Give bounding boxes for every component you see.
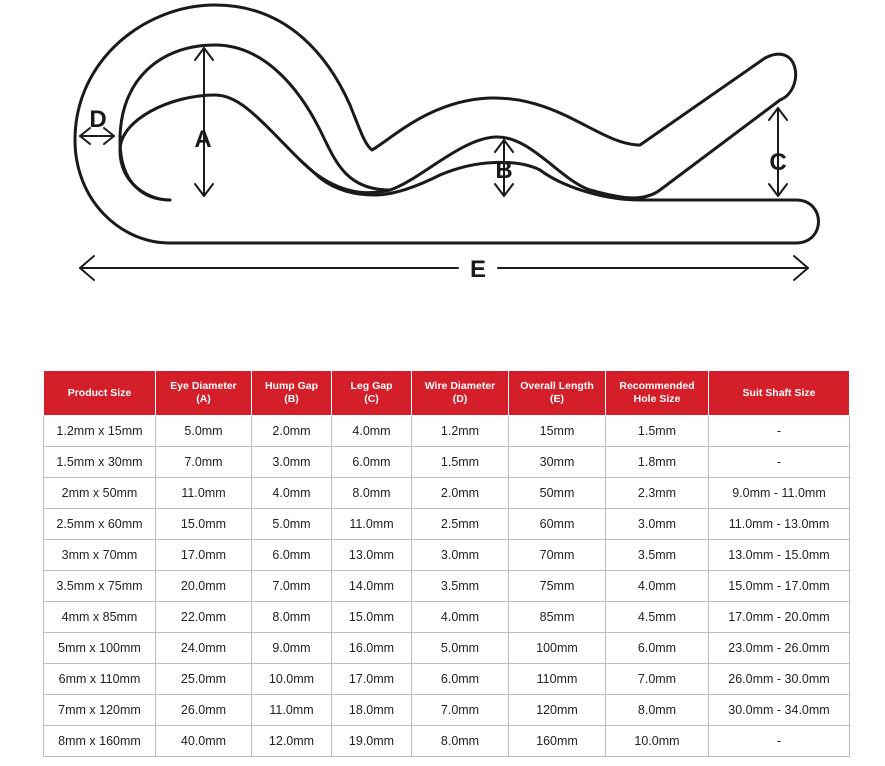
table-cell: 8.0mm (252, 602, 332, 633)
table-cell: 4.0mm (606, 571, 709, 602)
table-cell: 4.0mm (332, 416, 412, 447)
table-cell: 3mm x 70mm (44, 540, 156, 571)
table-row (44, 633, 850, 664)
column-header-sublabel: Hole Size (633, 393, 681, 405)
clip-outline-main (75, 5, 796, 243)
table-cell: 6mm x 110mm (44, 664, 156, 695)
table-cell: 9.0mm - 11.0mm (709, 478, 850, 509)
table-cell: 120mm (509, 695, 606, 726)
column-header (606, 371, 709, 416)
table-body (44, 416, 850, 757)
table-row (44, 540, 850, 571)
table-cell: 17.0mm - 20.0mm (709, 602, 850, 633)
table-cell: 26.0mm (156, 695, 252, 726)
table-cell: 3.5mm (606, 540, 709, 571)
dimension-b-label: B (495, 157, 513, 184)
table-cell: 11.0mm - 13.0mm (709, 509, 850, 540)
table-cell: 4.5mm (606, 602, 709, 633)
table-cell: 26.0mm - 30.0mm (709, 664, 850, 695)
table-cell: 9.0mm (252, 633, 332, 664)
column-header-label: Overall Length (520, 380, 594, 392)
table-cell: 3.0mm (412, 540, 509, 571)
table-cell: - (709, 416, 850, 447)
table-row (44, 447, 850, 478)
table-cell: 8.0mm (412, 726, 509, 757)
table-cell: 2.3mm (606, 478, 709, 509)
table-cell: 7.0mm (606, 664, 709, 695)
table-cell: 75mm (509, 571, 606, 602)
table-cell: 10.0mm (606, 726, 709, 757)
table-cell: 2mm x 50mm (44, 478, 156, 509)
table-cell: 1.2mm (412, 416, 509, 447)
table-cell: 1.2mm x 15mm (44, 416, 156, 447)
table-cell: 85mm (509, 602, 606, 633)
table-cell: 30.0mm - 34.0mm (709, 695, 850, 726)
table-cell: 1.5mm (412, 447, 509, 478)
table-cell: 4mm x 85mm (44, 602, 156, 633)
table-cell: 15.0mm (332, 602, 412, 633)
column-header-sublabel: (C) (364, 393, 379, 405)
column-header-label: Eye Diameter (170, 380, 237, 392)
table-cell: 40.0mm (156, 726, 252, 757)
table-row (44, 664, 850, 695)
table-cell: 13.0mm (332, 540, 412, 571)
table-cell: 18.0mm (332, 695, 412, 726)
column-header (156, 371, 252, 416)
clip-eye-inner (120, 45, 390, 200)
table-cell: 16.0mm (332, 633, 412, 664)
table-cell: 7mm x 120mm (44, 695, 156, 726)
column-header (412, 371, 509, 416)
table-row (44, 416, 850, 447)
table-cell: 60mm (509, 509, 606, 540)
table-cell: 10.0mm (252, 664, 332, 695)
dimension-a-label: A (194, 126, 212, 153)
column-header-sublabel: (D) (452, 393, 468, 405)
table-cell: 8mm x 160mm (44, 726, 156, 757)
table-cell: 11.0mm (156, 478, 252, 509)
table-cell: 5.0mm (156, 416, 252, 447)
table-cell: 7.0mm (252, 571, 332, 602)
table-cell: 6.0mm (252, 540, 332, 571)
table-cell: 23.0mm - 26.0mm (709, 633, 850, 664)
table-cell: 6.0mm (606, 633, 709, 664)
table-cell: 7.0mm (156, 447, 252, 478)
table-cell: 12.0mm (252, 726, 332, 757)
table-cell: - (709, 447, 850, 478)
dimension-c-label: C (769, 149, 787, 176)
table-cell: 3.5mm x 75mm (44, 571, 156, 602)
table-cell: 11.0mm (332, 509, 412, 540)
table-cell: 1.8mm (606, 447, 709, 478)
column-header (44, 371, 156, 416)
table-cell: 11.0mm (252, 695, 332, 726)
table-cell: 2.5mm x 60mm (44, 509, 156, 540)
table-cell: - (709, 726, 850, 757)
table-cell: 17.0mm (156, 540, 252, 571)
table-row (44, 509, 850, 540)
dimension-e-label: E (469, 256, 487, 283)
table-cell: 100mm (509, 633, 606, 664)
column-header-label: Wire Diameter (424, 380, 496, 392)
table-cell: 25.0mm (156, 664, 252, 695)
table-row (44, 478, 850, 509)
column-header (252, 371, 332, 416)
table-cell: 24.0mm (156, 633, 252, 664)
table-cell: 20.0mm (156, 571, 252, 602)
table-cell: 15.0mm (156, 509, 252, 540)
table-cell: 7.0mm (412, 695, 509, 726)
table-cell: 15mm (509, 416, 606, 447)
table-cell: 2.5mm (412, 509, 509, 540)
table-cell: 4.0mm (412, 602, 509, 633)
table-cell: 5mm x 100mm (44, 633, 156, 664)
table-cell: 17.0mm (332, 664, 412, 695)
table-row (44, 602, 850, 633)
r-clip-diagram (0, 0, 885, 300)
table-cell: 14.0mm (332, 571, 412, 602)
table-header (44, 371, 850, 416)
column-header-label: Leg Gap (350, 380, 393, 392)
table-cell: 160mm (509, 726, 606, 757)
column-header-sublabel: (A) (196, 393, 211, 405)
table-cell: 2.0mm (252, 416, 332, 447)
table-cell: 50mm (509, 478, 606, 509)
table-row (44, 695, 850, 726)
column-header-label: Product Size (67, 386, 132, 399)
table-cell: 8.0mm (606, 695, 709, 726)
column-header-label: Suit Shaft Size (742, 386, 816, 399)
specification-table (43, 370, 850, 757)
clip-outline-outer (120, 95, 819, 243)
table-cell: 30mm (509, 447, 606, 478)
column-header-label: Recommended (619, 380, 695, 392)
table-cell: 110mm (509, 664, 606, 695)
table-cell: 19.0mm (332, 726, 412, 757)
header-row (44, 371, 850, 416)
table-cell: 3.0mm (252, 447, 332, 478)
column-header-sublabel: (E) (550, 393, 564, 405)
table-cell: 22.0mm (156, 602, 252, 633)
table-cell: 3.0mm (606, 509, 709, 540)
table-cell: 6.0mm (412, 664, 509, 695)
table-cell: 8.0mm (332, 478, 412, 509)
table-cell: 6.0mm (332, 447, 412, 478)
column-header-label: Hump Gap (264, 380, 319, 392)
table-cell: 1.5mm x 30mm (44, 447, 156, 478)
dimension-d-label: D (89, 106, 107, 133)
column-header (332, 371, 412, 416)
column-header (509, 371, 606, 416)
table-cell: 15.0mm - 17.0mm (709, 571, 850, 602)
table-cell: 4.0mm (252, 478, 332, 509)
table-cell: 2.0mm (412, 478, 509, 509)
column-header (709, 371, 850, 416)
table-row (44, 571, 850, 602)
table-row (44, 726, 850, 757)
column-header-sublabel: (B) (284, 393, 299, 405)
table-cell: 70mm (509, 540, 606, 571)
table-cell: 5.0mm (252, 509, 332, 540)
table-cell: 1.5mm (606, 416, 709, 447)
table-cell: 13.0mm - 15.0mm (709, 540, 850, 571)
table-cell: 5.0mm (412, 633, 509, 664)
table-cell: 3.5mm (412, 571, 509, 602)
